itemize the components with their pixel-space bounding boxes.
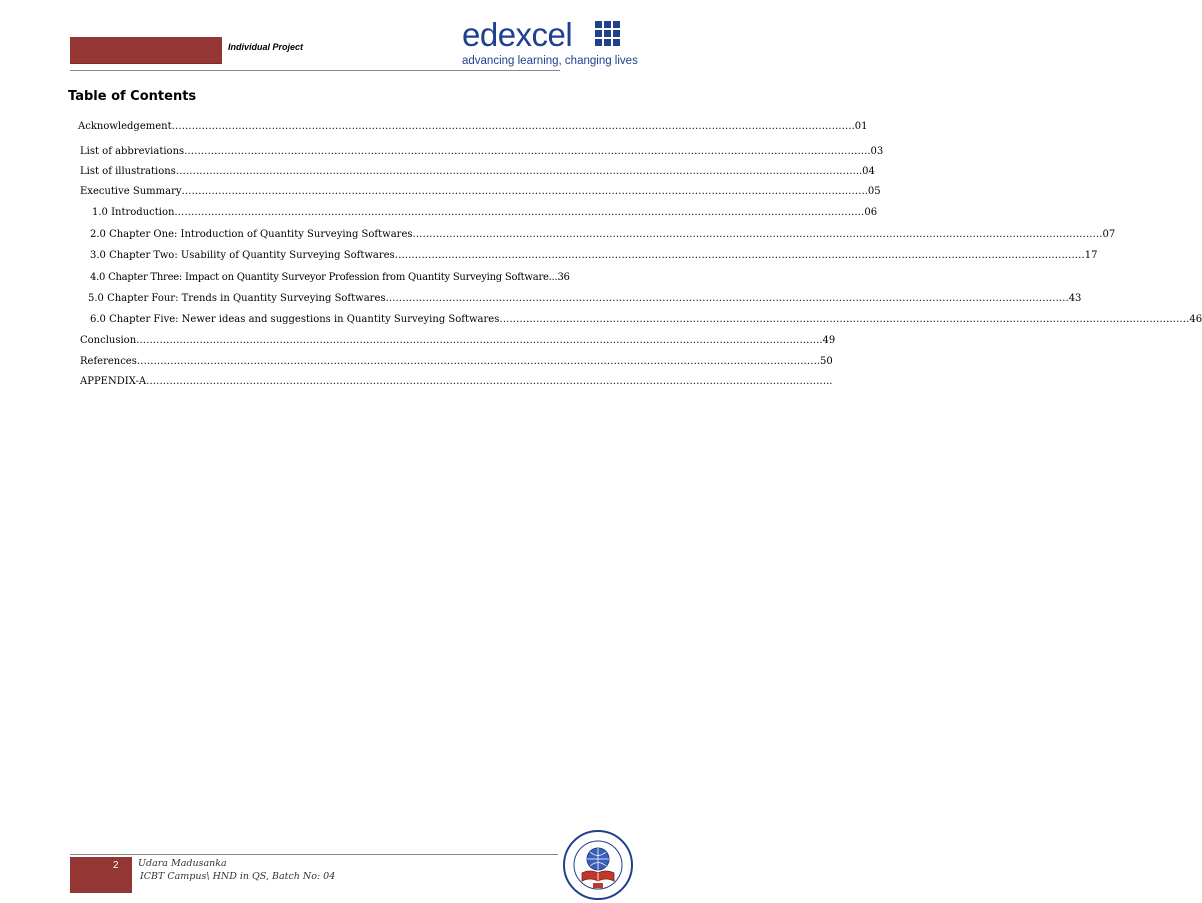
header-project-title: Individual Project xyxy=(228,42,304,52)
edexcel-logo-wordmark: edexcel xyxy=(462,16,573,53)
footer-color-box xyxy=(70,857,132,893)
toc-entry-chapter-one[interactable]: 2.0 Chapter One: Introduction of Quantity Surveying Softwares …………………………………………………………………………………………………………………………………………………………………………………… …07 xyxy=(90,229,560,243)
edexcel-logo-tagline: advancing learning, changing lives xyxy=(462,55,638,67)
toc-entry-abbreviations[interactable]: List of abbreviations …………………………………………………………………………………………………………………………………………………………………………………… ..03 xyxy=(80,146,558,160)
toc-entry-appendix-a[interactable]: APPENDIX-A …………………………………………………………………………………………………………………………………………………………………………………… .. xyxy=(80,376,548,390)
toc-entry-chapter-two[interactable]: 3.0 Chapter Two: Usability of Quantity Surveying Softwares …………………………………………………………………………………………………………………………………………………………………………………… …17 xyxy=(90,250,560,264)
toc-entry-conclusion[interactable]: Conclusion …………………………………………………………………………………………………………………………………………………………………………………… ..49 xyxy=(80,335,560,349)
footer-campus: ICBT Campus\ HND in QS, Batch No: 04 xyxy=(140,871,336,882)
college-seal-icon xyxy=(562,829,634,901)
toc-entry-references[interactable]: References …………………………………………………………………………………………………………………………………………………………………………………… .50 xyxy=(80,356,560,370)
toc-heading: Table of Contents xyxy=(68,89,197,104)
toc-entry-chapter-five[interactable]: 6.0 Chapter Five: Newer ideas and suggestions in Quantity Surveying Softwares …………………………………………………………………………………………………………………………………………………………………………………… …46 xyxy=(90,314,560,328)
toc-entry-introduction[interactable]: 1.0 Introduction …………………………………………………………………………………………………………………………………………………………………………………… …06 xyxy=(92,207,560,221)
footer-page-number: 2 xyxy=(113,860,119,871)
toc-entry-chapter-four[interactable]: 5.0 Chapter Four: Trends in Quantity Surveying Softwares …………………………………………………………………………………………………………………………………………………………………………………… .43 xyxy=(88,293,560,307)
toc-entry-illustrations[interactable]: List of illustrations …………………………………………………………………………………………………………………………………………………………………………………… ..04 xyxy=(80,166,558,180)
toc-entry-executive-summary[interactable]: Executive Summary …………………………………………………………………………………………………………………………………………………………………………………… ..05 xyxy=(80,186,558,200)
footer-divider xyxy=(70,854,558,855)
footer-author: Udara Madusanka xyxy=(138,858,227,869)
toc-entry-chapter-three[interactable]: 4.0 Chapter Three: Impact on Quantity Surveyor Profession from Quantity Surveying Software ...36 xyxy=(90,272,570,283)
toc-entry-acknowledgement[interactable]: Acknowledgement …………………………………………………………………………………………………………………………………………………………………………………… .01 xyxy=(78,121,558,135)
